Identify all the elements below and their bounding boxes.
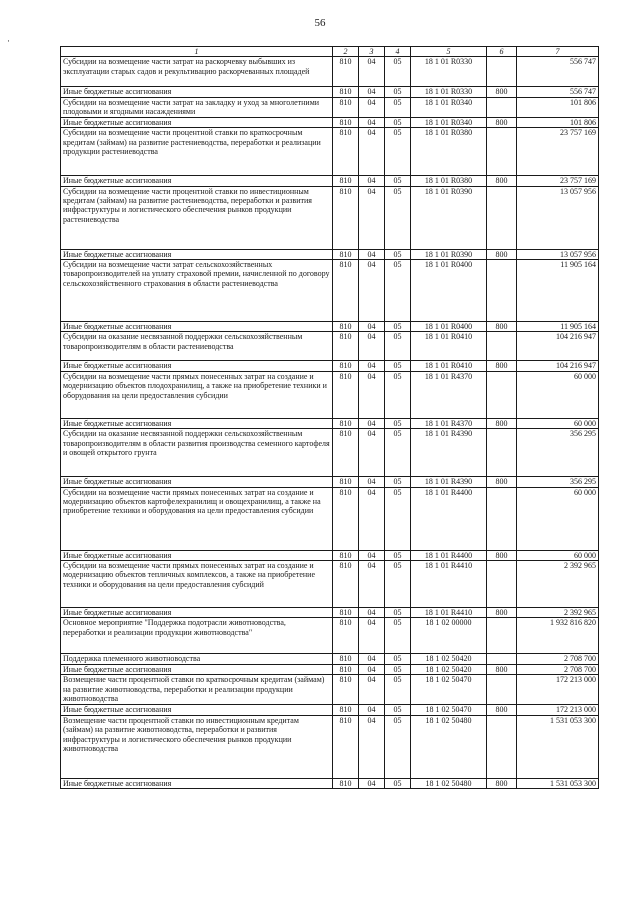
target-article-cell: 18 1 01 R0330 [411, 57, 487, 87]
target-article-cell: 18 1 02 50480 [411, 778, 487, 788]
section-code-cell: 04 [359, 176, 385, 186]
target-article-cell: 18 1 01 R4370 [411, 371, 487, 418]
amount-cell: 2 392 965 [517, 561, 599, 608]
subsection-code-cell: 05 [385, 715, 411, 778]
table-row [61, 97, 599, 117]
section-code-cell: 04 [359, 608, 385, 618]
budget-table [60, 46, 599, 789]
table-row [61, 675, 599, 705]
row-name-cell: Иные бюджетные ассигнования [61, 117, 333, 127]
target-article-cell: 18 1 02 00000 [411, 618, 487, 654]
expense-type-cell [487, 97, 517, 117]
amount-cell: 556 747 [517, 57, 599, 87]
expense-type-cell [487, 128, 517, 176]
section-code-cell: 04 [359, 675, 385, 705]
expense-type-cell: 800 [487, 249, 517, 259]
subsection-code-cell: 05 [385, 332, 411, 361]
ministry-code-cell: 810 [333, 332, 359, 361]
amount-cell: 1 932 816 820 [517, 618, 599, 654]
section-code-cell: 04 [359, 705, 385, 715]
ministry-code-cell: 810 [333, 117, 359, 127]
subsection-code-cell: 05 [385, 87, 411, 97]
ministry-code-cell: 810 [333, 550, 359, 560]
expense-type-cell [487, 618, 517, 654]
section-code-cell: 04 [359, 322, 385, 332]
row-name-cell: Субсидии на возмещение части прямых понесенных затрат на создание и модернизацию объектов картофелехранилищ и овощехранилищ, а также на приобретение техники и оборудования на цели предоставления субсидии [61, 487, 333, 550]
subsection-code-cell: 05 [385, 664, 411, 674]
row-name-cell: Иные бюджетные ассигнования [61, 418, 333, 428]
target-article-cell: 18 1 02 50420 [411, 654, 487, 664]
section-code-cell: 04 [359, 715, 385, 778]
ministry-code-cell: 810 [333, 654, 359, 664]
amount-cell: 11 905 164 [517, 322, 599, 332]
expense-type-cell: 800 [487, 117, 517, 127]
amount-cell: 104 216 947 [517, 332, 599, 361]
column-number: 6 [487, 47, 517, 57]
subsection-code-cell: 05 [385, 654, 411, 664]
expense-type-cell [487, 371, 517, 418]
expense-type-cell [487, 57, 517, 87]
column-number-row [61, 47, 599, 57]
expense-type-cell: 800 [487, 705, 517, 715]
expense-type-cell [487, 654, 517, 664]
subsection-code-cell: 05 [385, 705, 411, 715]
amount-cell: 356 295 [517, 477, 599, 487]
ministry-code-cell: 810 [333, 176, 359, 186]
expense-type-cell [487, 332, 517, 361]
subsection-code-cell: 05 [385, 550, 411, 560]
section-code-cell: 04 [359, 477, 385, 487]
ministry-code-cell: 810 [333, 128, 359, 176]
expense-type-cell: 800 [487, 664, 517, 674]
table-row [61, 361, 599, 371]
target-article-cell: 18 1 01 R4370 [411, 418, 487, 428]
expense-type-cell: 800 [487, 550, 517, 560]
amount-cell: 13 057 956 [517, 249, 599, 259]
section-code-cell: 04 [359, 87, 385, 97]
row-name-cell: Иные бюджетные ассигнования [61, 705, 333, 715]
subsection-code-cell: 05 [385, 57, 411, 87]
row-name-cell: Иные бюджетные ассигнования [61, 550, 333, 560]
table-row [61, 618, 599, 654]
amount-cell: 172 213 000 [517, 705, 599, 715]
row-name-cell: Иные бюджетные ассигнования [61, 361, 333, 371]
subsection-code-cell: 05 [385, 675, 411, 705]
row-name-cell: Субсидии на оказание несвязанной поддержки сельскохозяйственным товаропроизводителям в области растениеводства [61, 332, 333, 361]
table-row [61, 249, 599, 259]
table-row [61, 87, 599, 97]
column-number: 7 [517, 47, 599, 57]
expense-type-cell: 800 [487, 322, 517, 332]
target-article-cell: 18 1 02 50480 [411, 715, 487, 778]
amount-cell: 60 000 [517, 371, 599, 418]
amount-cell: 556 747 [517, 87, 599, 97]
ministry-code-cell: 810 [333, 249, 359, 259]
target-article-cell: 18 1 01 R0340 [411, 117, 487, 127]
row-name-cell: Субсидии на возмещение части прямых понесенных затрат на создание и модернизацию объектов плодохранилищ, а также на приобретение техники и оборудования на цели предоставления субсидии [61, 371, 333, 418]
amount-cell: 11 905 164 [517, 260, 599, 322]
section-code-cell: 04 [359, 186, 385, 249]
table-row [61, 715, 599, 778]
target-article-cell: 18 1 01 R0330 [411, 87, 487, 97]
section-code-cell: 04 [359, 361, 385, 371]
amount-cell: 60 000 [517, 487, 599, 550]
section-code-cell: 04 [359, 128, 385, 176]
expense-type-cell [487, 429, 517, 477]
row-name-cell: Субсидии на возмещение части затрат на раскорчевку выбывших из эксплуатации старых садов и рекультивацию раскорчеванных площадей [61, 57, 333, 87]
ministry-code-cell: 810 [333, 608, 359, 618]
expense-type-cell [487, 561, 517, 608]
ministry-code-cell: 810 [333, 715, 359, 778]
table-row [61, 117, 599, 127]
table-row [61, 176, 599, 186]
subsection-code-cell: 05 [385, 487, 411, 550]
subsection-code-cell: 05 [385, 260, 411, 322]
target-article-cell: 18 1 02 50470 [411, 675, 487, 705]
amount-cell: 2 392 965 [517, 608, 599, 618]
ministry-code-cell: 810 [333, 675, 359, 705]
margin-mark: · [7, 36, 10, 46]
amount-cell: 13 057 956 [517, 186, 599, 249]
target-article-cell: 18 1 01 R0400 [411, 322, 487, 332]
section-code-cell: 04 [359, 97, 385, 117]
target-article-cell: 18 1 01 R4400 [411, 487, 487, 550]
ministry-code-cell: 810 [333, 371, 359, 418]
row-name-cell: Иные бюджетные ассигнования [61, 322, 333, 332]
row-name-cell: Иные бюджетные ассигнования [61, 608, 333, 618]
target-article-cell: 18 1 01 R0410 [411, 332, 487, 361]
target-article-cell: 18 1 01 R0340 [411, 97, 487, 117]
row-name-cell: Субсидии на возмещение части прямых понесенных затрат на создание и модернизацию объектов тепличных комплексов, а также на приобретение техники и оборудования на цели предоставления субсидий [61, 561, 333, 608]
table-row [61, 57, 599, 87]
target-article-cell: 18 1 01 R4410 [411, 561, 487, 608]
table-row [61, 128, 599, 176]
target-article-cell: 18 1 02 50470 [411, 705, 487, 715]
row-name-cell: Субсидии на оказание несвязанной поддержки сельскохозяйственным товаропроизводителям в области развития производства семенного картофеля и овощей открытого грунта [61, 429, 333, 477]
expense-type-cell: 800 [487, 361, 517, 371]
column-number: 2 [333, 47, 359, 57]
amount-cell: 23 757 169 [517, 128, 599, 176]
table-row [61, 550, 599, 560]
subsection-code-cell: 05 [385, 418, 411, 428]
section-code-cell: 04 [359, 260, 385, 322]
target-article-cell: 18 1 01 R0380 [411, 176, 487, 186]
ministry-code-cell: 810 [333, 322, 359, 332]
expense-type-cell: 800 [487, 477, 517, 487]
ministry-code-cell: 810 [333, 705, 359, 715]
subsection-code-cell: 05 [385, 778, 411, 788]
row-name-cell: Поддержка племенного животноводства [61, 654, 333, 664]
subsection-code-cell: 05 [385, 477, 411, 487]
page-number: 56 [314, 17, 326, 29]
table-row [61, 371, 599, 418]
table-row [61, 561, 599, 608]
subsection-code-cell: 05 [385, 429, 411, 477]
column-number: 3 [359, 47, 385, 57]
ministry-code-cell: 810 [333, 487, 359, 550]
subsection-code-cell: 05 [385, 176, 411, 186]
target-article-cell: 18 1 01 R4400 [411, 550, 487, 560]
section-code-cell: 04 [359, 618, 385, 654]
ministry-code-cell: 810 [333, 778, 359, 788]
column-number: 1 [61, 47, 333, 57]
row-name-cell: Иные бюджетные ассигнования [61, 477, 333, 487]
subsection-code-cell: 05 [385, 128, 411, 176]
row-name-cell: Возмещение части процентной ставки по инвестиционным кредитам (займам) на развитие животноводства, переработки и развития инфраструктуры и логистического обеспечения рынков продукции животноводства [61, 715, 333, 778]
amount-cell: 2 708 700 [517, 664, 599, 674]
section-code-cell: 04 [359, 550, 385, 560]
target-article-cell: 18 1 01 R0390 [411, 186, 487, 249]
table-row [61, 654, 599, 664]
ministry-code-cell: 810 [333, 618, 359, 654]
ministry-code-cell: 810 [333, 664, 359, 674]
table-row [61, 664, 599, 674]
section-code-cell: 04 [359, 487, 385, 550]
row-name-cell: Иные бюджетные ассигнования [61, 778, 333, 788]
section-code-cell: 04 [359, 664, 385, 674]
row-name-cell: Иные бюджетные ассигнования [61, 664, 333, 674]
amount-cell: 60 000 [517, 418, 599, 428]
table-row [61, 418, 599, 428]
amount-cell: 101 806 [517, 97, 599, 117]
column-number: 4 [385, 47, 411, 57]
expense-type-cell [487, 487, 517, 550]
ministry-code-cell: 810 [333, 361, 359, 371]
row-name-cell: Субсидии на возмещение части затрат на закладку и уход за многолетними плодовыми и ягодными насаждениями [61, 97, 333, 117]
amount-cell: 1 531 053 300 [517, 778, 599, 788]
expense-type-cell [487, 675, 517, 705]
expense-type-cell [487, 260, 517, 322]
section-code-cell: 04 [359, 371, 385, 418]
expense-type-cell [487, 186, 517, 249]
ministry-code-cell: 810 [333, 97, 359, 117]
ministry-code-cell: 810 [333, 418, 359, 428]
amount-cell: 172 213 000 [517, 675, 599, 705]
table-row [61, 778, 599, 788]
table-row [61, 429, 599, 477]
subsection-code-cell: 05 [385, 117, 411, 127]
subsection-code-cell: 05 [385, 561, 411, 608]
ministry-code-cell: 810 [333, 186, 359, 249]
ministry-code-cell: 810 [333, 260, 359, 322]
target-article-cell: 18 1 01 R0410 [411, 361, 487, 371]
section-code-cell: 04 [359, 418, 385, 428]
amount-cell: 356 295 [517, 429, 599, 477]
row-name-cell: Иные бюджетные ассигнования [61, 87, 333, 97]
ministry-code-cell: 810 [333, 57, 359, 87]
ministry-code-cell: 810 [333, 87, 359, 97]
row-name-cell: Основное мероприятие "Поддержка подотрасли животноводства, переработки и реализации продукции животноводства" [61, 618, 333, 654]
amount-cell: 23 757 169 [517, 176, 599, 186]
subsection-code-cell: 05 [385, 249, 411, 259]
table-row [61, 322, 599, 332]
subsection-code-cell: 05 [385, 608, 411, 618]
ministry-code-cell: 810 [333, 561, 359, 608]
section-code-cell: 04 [359, 778, 385, 788]
expense-type-cell: 800 [487, 418, 517, 428]
target-article-cell: 18 1 01 R4410 [411, 608, 487, 618]
expense-type-cell [487, 715, 517, 778]
target-article-cell: 18 1 01 R0400 [411, 260, 487, 322]
ministry-code-cell: 810 [333, 429, 359, 477]
expense-type-cell: 800 [487, 176, 517, 186]
table-row [61, 487, 599, 550]
table-body [61, 57, 599, 789]
expense-type-cell: 800 [487, 87, 517, 97]
section-code-cell: 04 [359, 429, 385, 477]
section-code-cell: 04 [359, 332, 385, 361]
section-code-cell: 04 [359, 561, 385, 608]
target-article-cell: 18 1 01 R4390 [411, 477, 487, 487]
expense-type-cell: 800 [487, 608, 517, 618]
target-article-cell: 18 1 01 R4390 [411, 429, 487, 477]
section-code-cell: 04 [359, 57, 385, 87]
table-row [61, 186, 599, 249]
ministry-code-cell: 810 [333, 477, 359, 487]
table-row [61, 477, 599, 487]
row-name-cell: Иные бюджетные ассигнования [61, 249, 333, 259]
target-article-cell: 18 1 01 R0390 [411, 249, 487, 259]
table-row [61, 705, 599, 715]
amount-cell: 60 000 [517, 550, 599, 560]
section-code-cell: 04 [359, 654, 385, 664]
row-name-cell: Субсидии на возмещение части затрат сельскохозяйственных товаропроизводителей на уплату страховой премии, начисленной по договору сельскохозяйственного страхования в области растениеводства [61, 260, 333, 322]
subsection-code-cell: 05 [385, 371, 411, 418]
column-number: 5 [411, 47, 487, 57]
row-name-cell: Иные бюджетные ассигнования [61, 176, 333, 186]
subsection-code-cell: 05 [385, 97, 411, 117]
table-row [61, 608, 599, 618]
subsection-code-cell: 05 [385, 186, 411, 249]
target-article-cell: 18 1 02 50420 [411, 664, 487, 674]
subsection-code-cell: 05 [385, 361, 411, 371]
row-name-cell: Субсидии на возмещение части процентной ставки по инвестиционным кредитам (займам) на развитие растениеводства, переработки и развития инфраструктуры и логистического обеспечения рынков продукции растениеводства [61, 186, 333, 249]
row-name-cell: Субсидии на возмещение части процентной ставки по краткосрочным кредитам (займам) на развитие растениеводства, переработки и реализации продукции растениеводства [61, 128, 333, 176]
amount-cell: 104 216 947 [517, 361, 599, 371]
expense-type-cell: 800 [487, 778, 517, 788]
table-row [61, 260, 599, 322]
subsection-code-cell: 05 [385, 322, 411, 332]
section-code-cell: 04 [359, 249, 385, 259]
amount-cell: 101 806 [517, 117, 599, 127]
table-row [61, 332, 599, 361]
target-article-cell: 18 1 01 R0380 [411, 128, 487, 176]
subsection-code-cell: 05 [385, 618, 411, 654]
amount-cell: 2 708 700 [517, 654, 599, 664]
row-name-cell: Возмещение части процентной ставки по краткосрочным кредитам (займам) на развитие животноводства, переработки и реализации продукции животноводства [61, 675, 333, 705]
section-code-cell: 04 [359, 117, 385, 127]
amount-cell: 1 531 053 300 [517, 715, 599, 778]
